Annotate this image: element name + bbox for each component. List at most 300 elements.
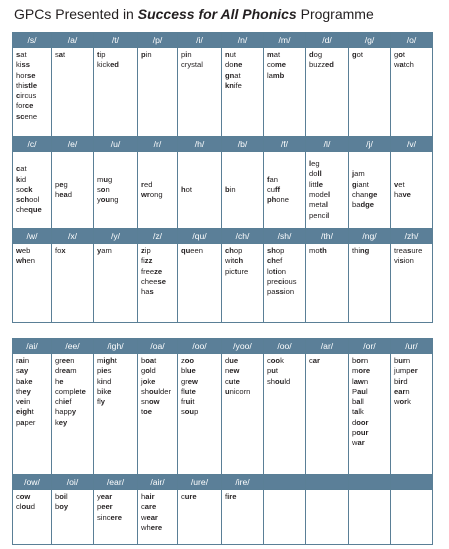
example-word bbox=[16, 502, 48, 512]
word-part: at bbox=[234, 70, 241, 80]
word-part: t bbox=[402, 50, 405, 59]
grapheme-highlight: e bbox=[191, 386, 196, 396]
grapheme-highlight: ck bbox=[24, 184, 33, 194]
title-suffix: Programme bbox=[296, 6, 374, 22]
example-words-cell bbox=[306, 48, 349, 137]
example-words-cell bbox=[391, 152, 433, 229]
grapheme-header: /air/ bbox=[138, 475, 178, 490]
example-word bbox=[394, 180, 429, 190]
word-part: t bbox=[63, 50, 66, 59]
word-part: b bbox=[141, 356, 146, 365]
grapheme-highlight: x bbox=[61, 246, 66, 255]
word-part: kick bbox=[97, 60, 111, 70]
example-word bbox=[16, 60, 48, 70]
example-word bbox=[16, 366, 48, 376]
grapheme-highlight: th bbox=[319, 246, 327, 255]
word-part: k bbox=[97, 376, 101, 386]
example-word bbox=[394, 50, 429, 60]
example-word bbox=[394, 387, 429, 397]
grapheme-highlight: s bbox=[16, 50, 21, 59]
word-part: p bbox=[267, 366, 272, 376]
example-words-row bbox=[13, 354, 433, 475]
word-part: u bbox=[395, 366, 400, 376]
example-word bbox=[55, 50, 90, 60]
example-word bbox=[141, 387, 174, 397]
grapheme-highlight: l bbox=[325, 200, 329, 210]
example-words-cell bbox=[52, 244, 94, 323]
example-word bbox=[16, 205, 48, 215]
word-part: pre bbox=[267, 276, 278, 286]
word-part: op bbox=[233, 246, 243, 255]
grapheme-highlight: ere bbox=[150, 522, 163, 532]
example-words-cell bbox=[391, 490, 433, 545]
grapheme-highlight: d bbox=[309, 50, 314, 59]
grapheme-highlight: se bbox=[157, 276, 166, 286]
example-words-cell bbox=[13, 354, 52, 475]
example-word bbox=[16, 164, 48, 174]
word-part: sh bbox=[141, 386, 150, 396]
word-part: t bbox=[192, 397, 195, 407]
example-word bbox=[394, 366, 429, 376]
grapheme-header: /p/ bbox=[138, 33, 178, 48]
example-word bbox=[55, 387, 90, 397]
word-part: ip bbox=[99, 50, 106, 59]
example-word bbox=[16, 71, 48, 81]
word-part: b bbox=[352, 397, 357, 407]
word-part: n bbox=[102, 376, 108, 386]
word-part: at bbox=[20, 50, 27, 59]
example-words-cell bbox=[94, 48, 138, 137]
word-part: compl bbox=[55, 386, 76, 396]
example-word bbox=[97, 50, 134, 60]
word-part: p bbox=[352, 428, 357, 438]
example-words-cell bbox=[138, 490, 178, 545]
example-word bbox=[267, 175, 302, 185]
word-part: p bbox=[194, 407, 199, 417]
word-part: i bbox=[19, 60, 22, 70]
grapheme-highlight: a bbox=[356, 397, 361, 407]
example-words-row bbox=[13, 48, 433, 137]
grapheme-header: /ng/ bbox=[349, 229, 391, 244]
word-part: c bbox=[267, 356, 271, 365]
example-words-cell bbox=[138, 152, 178, 229]
grapheme-highlight: u bbox=[228, 376, 234, 386]
word-part: fo bbox=[55, 246, 62, 255]
word-part: thi bbox=[16, 80, 25, 90]
example-words-cell bbox=[52, 490, 94, 545]
word-part: sh bbox=[267, 376, 276, 386]
example-word bbox=[225, 185, 260, 195]
grapheme-highlight: u bbox=[271, 366, 276, 376]
grapheme-highlight: e bbox=[151, 376, 156, 386]
example-word bbox=[394, 190, 429, 200]
example-word bbox=[352, 356, 387, 366]
example-word bbox=[97, 175, 134, 185]
example-word bbox=[141, 513, 174, 523]
grapheme-highlight: or bbox=[356, 356, 364, 365]
word-part: n bbox=[405, 386, 410, 396]
word-part: fi bbox=[141, 256, 145, 266]
grapheme-highlight: kn bbox=[225, 80, 234, 90]
word-part: P bbox=[352, 386, 358, 396]
word-part: wh bbox=[141, 522, 151, 532]
example-word bbox=[55, 502, 90, 512]
word-part: b bbox=[352, 356, 357, 365]
grapheme-highlight: ey bbox=[58, 417, 68, 427]
example-words-cell bbox=[306, 244, 349, 323]
grapheme-header: /m/ bbox=[264, 33, 306, 48]
grapheme-highlight: ure bbox=[184, 492, 197, 501]
grapheme-highlight: ai bbox=[18, 356, 25, 365]
example-words-cell bbox=[52, 354, 94, 475]
grapheme-highlight: wr bbox=[141, 190, 150, 199]
grapheme-highlight: a bbox=[20, 417, 25, 427]
grapheme-highlight: or bbox=[399, 397, 408, 407]
grapheme-highlight: ti bbox=[272, 266, 278, 276]
example-word bbox=[267, 287, 302, 297]
grapheme-highlight: a bbox=[20, 376, 25, 386]
word-part: h bbox=[55, 376, 60, 386]
grapheme-highlight: ei bbox=[19, 397, 27, 407]
grapheme-highlight: wh bbox=[16, 256, 27, 266]
grapheme-highlight: oo bbox=[270, 356, 281, 365]
example-words-cell bbox=[222, 490, 264, 545]
example-word bbox=[394, 60, 429, 70]
word-part: n bbox=[24, 356, 30, 365]
grapheme-highlight: ir bbox=[398, 376, 404, 386]
word-part: ene bbox=[24, 111, 38, 121]
example-word bbox=[16, 50, 48, 60]
word-part: in bbox=[145, 50, 152, 59]
example-words-cell bbox=[349, 354, 391, 475]
grapheme-highlight: ea bbox=[59, 190, 68, 199]
grapheme-highlight: ow bbox=[149, 397, 160, 407]
example-word bbox=[267, 256, 302, 266]
example-word bbox=[181, 397, 218, 407]
example-word bbox=[352, 418, 387, 428]
example-word bbox=[181, 60, 218, 70]
example-word bbox=[141, 397, 174, 407]
example-word bbox=[141, 256, 174, 266]
word-part: w bbox=[394, 60, 400, 70]
grapheme-highlight: p bbox=[141, 50, 146, 59]
word-part: la bbox=[267, 70, 273, 80]
word-part: ool bbox=[29, 195, 40, 205]
example-words-cell bbox=[138, 244, 178, 323]
word-part: penci bbox=[309, 210, 328, 220]
word-part: k bbox=[280, 356, 284, 365]
grapheme-highlight: ar bbox=[312, 356, 320, 365]
word-part: ot bbox=[356, 50, 363, 59]
grapheme-highlight: e bbox=[107, 386, 112, 396]
grapheme-highlight: ff bbox=[275, 184, 281, 194]
word-part: ut bbox=[229, 50, 236, 59]
grapheme-header: /igh/ bbox=[94, 339, 138, 354]
grapheme-header: /x/ bbox=[52, 229, 94, 244]
grapheme-highlight: mb bbox=[272, 70, 285, 80]
grapheme-highlight: ve bbox=[402, 190, 411, 199]
word-part: h bbox=[141, 492, 146, 501]
example-words-cell bbox=[391, 48, 433, 137]
example-word bbox=[181, 50, 218, 60]
word-part: lder bbox=[158, 386, 171, 396]
grapheme-highlight: l bbox=[309, 159, 312, 169]
word-part: per bbox=[24, 417, 36, 427]
header-row bbox=[13, 339, 433, 354]
example-word bbox=[97, 492, 134, 502]
word-part: d bbox=[225, 356, 230, 365]
word-part: cl bbox=[16, 502, 22, 512]
grapheme-header: /d/ bbox=[306, 33, 349, 48]
word-part: z bbox=[181, 356, 185, 365]
word-part: m bbox=[97, 356, 104, 365]
word-part: t bbox=[189, 386, 192, 396]
word-part: chan bbox=[352, 190, 369, 199]
word-part: t bbox=[141, 407, 144, 417]
example-word bbox=[352, 377, 387, 387]
grapheme-highlight: ear bbox=[146, 512, 158, 522]
example-word bbox=[16, 397, 48, 407]
example-word bbox=[309, 159, 345, 169]
word-part: a bbox=[197, 60, 202, 70]
grapheme-highlight: e bbox=[59, 179, 64, 189]
grapheme-highlight: n bbox=[225, 50, 230, 59]
word-part: b bbox=[55, 492, 60, 501]
word-part: l bbox=[365, 386, 368, 396]
grapheme-highlight: ed bbox=[325, 60, 334, 70]
grapheme-highlight: ss bbox=[21, 60, 30, 70]
grapheme-highlight: ar bbox=[357, 438, 365, 448]
word-part: g bbox=[63, 179, 68, 189]
grapheme-header: /ee/ bbox=[52, 339, 94, 354]
grapheme-highlight: que bbox=[28, 205, 42, 215]
grapheme-highlight: sh bbox=[267, 246, 276, 255]
word-part: n bbox=[70, 356, 75, 365]
example-word bbox=[55, 397, 90, 407]
grapheme-highlight: ch bbox=[267, 256, 276, 266]
grapheme-highlight: k bbox=[16, 174, 21, 184]
grapheme-highlight: o bbox=[100, 184, 106, 194]
grapheme-highlight: i bbox=[185, 50, 188, 59]
example-words-cell bbox=[349, 244, 391, 323]
grapheme-highlight: oor bbox=[356, 417, 369, 427]
grapheme-highlight: i bbox=[100, 376, 103, 386]
word-part: een bbox=[190, 246, 203, 255]
word-part: b bbox=[394, 376, 399, 386]
grapheme-header: /oo/ bbox=[178, 339, 222, 354]
grapheme-header: /i/ bbox=[178, 33, 222, 48]
example-word bbox=[55, 377, 90, 387]
example-words-cell bbox=[178, 354, 222, 475]
word-part: lo bbox=[267, 266, 273, 276]
word-part: n bbox=[26, 397, 31, 407]
grapheme-highlight: oo bbox=[184, 356, 195, 365]
word-part: c bbox=[16, 492, 20, 501]
word-part: d bbox=[403, 376, 408, 386]
word-part: g bbox=[141, 366, 146, 376]
example-word bbox=[181, 356, 218, 366]
grapheme-highlight: t bbox=[234, 266, 238, 276]
grapheme-header: /ure/ bbox=[178, 475, 222, 490]
example-word bbox=[16, 175, 48, 185]
example-word bbox=[267, 246, 302, 256]
example-word bbox=[267, 377, 302, 387]
grapheme-highlight: a bbox=[58, 50, 64, 59]
example-words-row bbox=[13, 490, 433, 545]
example-word bbox=[181, 492, 218, 502]
word-part: t bbox=[352, 407, 355, 417]
grapheme-header: /s/ bbox=[13, 33, 52, 48]
title-prefix: GPCs Presented in bbox=[14, 6, 138, 22]
word-part: ife bbox=[233, 80, 242, 90]
grapheme-highlight: oi bbox=[59, 492, 66, 501]
grapheme-header: /c/ bbox=[13, 137, 52, 152]
word-part: p bbox=[16, 417, 21, 427]
word-part: an bbox=[269, 174, 278, 184]
grapheme-highlight: ey bbox=[22, 386, 31, 396]
word-part: n bbox=[363, 376, 369, 386]
grapheme-highlight: e bbox=[81, 386, 86, 396]
word-part: c bbox=[309, 356, 313, 365]
word-part: do bbox=[309, 169, 318, 179]
grapheme-header: /sh/ bbox=[264, 229, 306, 244]
word-part: c bbox=[181, 492, 185, 501]
grapheme-highlight: y bbox=[97, 246, 102, 255]
example-words-cell bbox=[222, 244, 264, 323]
example-word bbox=[16, 492, 48, 502]
word-part: dr bbox=[55, 366, 62, 376]
word-part: ion bbox=[403, 256, 414, 266]
grapheme-highlight: ay bbox=[19, 366, 29, 376]
word-part: ll bbox=[360, 397, 364, 407]
grapheme-highlight: oe bbox=[143, 407, 152, 417]
word-part: am bbox=[101, 246, 112, 255]
example-word bbox=[16, 356, 48, 366]
grapheme-header: /l/ bbox=[306, 137, 349, 152]
grapheme-header: /z/ bbox=[138, 229, 178, 244]
example-words-cell bbox=[391, 244, 433, 323]
word-part: sinc bbox=[97, 512, 111, 522]
grapheme-highlight: ie bbox=[101, 366, 108, 376]
word-part: n bbox=[405, 356, 411, 365]
example-word bbox=[97, 366, 134, 376]
word-part: fl bbox=[97, 397, 101, 407]
grapheme-highlight: dge bbox=[360, 200, 374, 210]
word-part: k bbox=[16, 60, 20, 70]
word-part: do bbox=[225, 60, 234, 70]
example-word bbox=[352, 407, 387, 417]
grapheme-header bbox=[391, 475, 433, 490]
example-word bbox=[97, 356, 134, 366]
word-part: ba bbox=[352, 200, 361, 210]
example-words-row bbox=[13, 244, 433, 323]
word-part: s bbox=[97, 184, 101, 194]
example-word bbox=[141, 267, 174, 277]
example-word bbox=[225, 50, 260, 60]
grapheme-highlight: e bbox=[235, 376, 240, 386]
word-part: meta bbox=[309, 200, 326, 210]
example-word bbox=[394, 356, 429, 366]
grapheme-highlight: w bbox=[16, 246, 22, 255]
grapheme-highlight: i bbox=[101, 386, 104, 396]
example-words-cell bbox=[349, 152, 391, 229]
word-part: b bbox=[394, 356, 399, 365]
word-part: happ bbox=[55, 407, 72, 417]
word-part: fr bbox=[181, 397, 186, 407]
example-word bbox=[141, 407, 174, 417]
word-part: ha bbox=[394, 190, 403, 199]
example-word bbox=[55, 366, 90, 376]
grapheme-highlight: air bbox=[145, 492, 155, 501]
word-part: in bbox=[229, 184, 236, 194]
grapheme-highlight: ui bbox=[185, 397, 193, 407]
word-part: v bbox=[16, 397, 20, 407]
grapheme-highlight: h bbox=[181, 184, 186, 194]
grapheme-header: /ow/ bbox=[13, 475, 52, 490]
example-word bbox=[394, 256, 429, 266]
word-part: ld bbox=[149, 366, 156, 376]
word-part: s bbox=[181, 407, 185, 417]
word-part: o bbox=[315, 246, 320, 255]
grapheme-header: /b/ bbox=[222, 137, 264, 152]
word-part: j bbox=[394, 366, 396, 376]
word-part: k bbox=[55, 417, 59, 427]
word-part: th bbox=[16, 386, 23, 396]
word-part: d bbox=[30, 502, 35, 512]
grapheme-highlight: g bbox=[352, 50, 357, 59]
gpc-table-vowels bbox=[12, 338, 433, 545]
grapheme-highlight: ou bbox=[275, 376, 285, 386]
example-word bbox=[16, 91, 48, 101]
grapheme-header: /ear/ bbox=[94, 475, 138, 490]
grapheme-highlight: ne bbox=[233, 60, 243, 70]
grapheme-highlight: ee bbox=[61, 356, 71, 365]
example-word bbox=[394, 246, 429, 256]
grapheme-header: /ar/ bbox=[306, 339, 349, 354]
grapheme-highlight: c bbox=[16, 91, 21, 101]
word-part: eb bbox=[21, 246, 31, 255]
grapheme-header: /n/ bbox=[222, 33, 264, 48]
word-part: r bbox=[16, 356, 19, 365]
example-word bbox=[16, 195, 48, 205]
grapheme-highlight: u bbox=[103, 174, 108, 184]
word-part: bl bbox=[181, 366, 187, 376]
example-word bbox=[225, 366, 260, 376]
example-words-cell bbox=[178, 152, 222, 229]
example-word bbox=[267, 185, 302, 195]
grapheme-header: /e/ bbox=[52, 137, 94, 152]
example-words-cell bbox=[264, 244, 306, 323]
example-word bbox=[267, 366, 302, 376]
example-words-cell bbox=[178, 48, 222, 137]
page-title bbox=[14, 6, 374, 22]
example-words-cell bbox=[349, 48, 391, 137]
example-word bbox=[181, 185, 218, 195]
word-part: vi bbox=[394, 256, 400, 266]
word-part: n bbox=[187, 50, 192, 59]
example-words-cell bbox=[52, 48, 94, 137]
example-word bbox=[352, 387, 387, 397]
grapheme-highlight: ou bbox=[100, 195, 111, 205]
example-word bbox=[309, 200, 345, 210]
example-word bbox=[16, 101, 48, 111]
example-word bbox=[225, 256, 260, 266]
example-word bbox=[225, 246, 260, 256]
grapheme-highlight: ear bbox=[100, 492, 113, 501]
example-word bbox=[181, 246, 218, 256]
grapheme-header: /g/ bbox=[349, 33, 391, 48]
grapheme-highlight: j bbox=[352, 169, 355, 179]
